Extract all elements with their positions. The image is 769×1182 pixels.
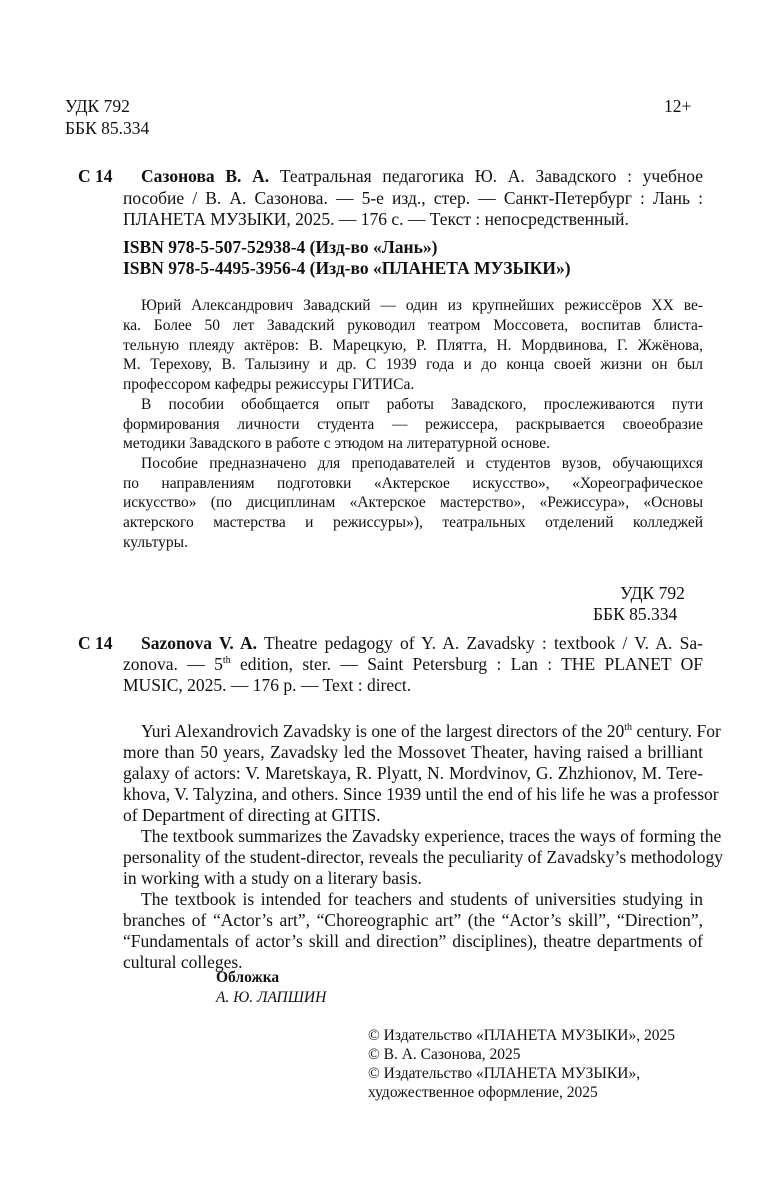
en-biblio-sup: th: [222, 655, 231, 666]
ru-biblio-line-2: пособие / В. А. Сазонова. — 5-е изд., стер. — Санкт-Петербург : Лань :: [123, 188, 703, 208]
ru-abstract-line: методики Завадского в работе с этюдом на литературной основе.: [123, 435, 551, 452]
ru-author-code: С 14: [78, 166, 113, 186]
ru-biblio-line-1: [141, 166, 703, 186]
ru-isbn-2: ISBN 978-5-4495-3956-4 (Изд-во «ПЛАНЕТА МУЗЫКИ»): [123, 258, 571, 278]
en-abstract-line: “Fundamentals of actor’s skill and direction” disciplines), theatre departments of: [123, 931, 703, 951]
en-abstract-line: more than 50 years, Zavadsky led the Mossovet Theater, having raised a brilliant: [123, 742, 703, 762]
copyright-line: © В. А. Сазонова, 2025: [368, 1046, 521, 1063]
en-author-code: С 14: [78, 633, 113, 653]
en-biblio-line-2: [123, 654, 703, 674]
ru-abstract-line: Пособие предназначено для преподавателей и студентов вузов, обучающихся: [141, 455, 703, 472]
en-abstract-line: [141, 721, 721, 741]
en-abstract-line: khova, V. Talyzina, and others. Since 1939 until the end of his life he was a professor: [123, 784, 719, 804]
bbk-code: ББК 85.334: [65, 118, 150, 138]
ru-biblio-line-3: ПЛАНЕТА МУЗЫКИ, 2025. — 176 с. — Текст : непосредственный.: [123, 209, 629, 229]
en-abstract-text: Yuri Alexandrovich Zavadsky is one of the largest directors of the 20: [141, 721, 625, 741]
cover-label: Обложка: [216, 969, 280, 986]
ru-author-name: Сазонова В. А.: [141, 166, 270, 186]
en-abstract-line: The textbook is intended for teachers and students of universities studying in: [141, 889, 703, 909]
en-biblio-line-3: MUSIC, 2025. — 176 p. — Text : direct.: [123, 675, 412, 695]
age-rating: 12+: [664, 96, 692, 116]
en-abstract-line: cultural colleges.: [123, 952, 243, 972]
ru-abstract-line: актерского мастерства и режиссуры»), театральных отделений колледжей: [123, 514, 703, 531]
ru-abstract-line: культуры.: [123, 534, 188, 551]
en-udk-code: УДК 792: [620, 583, 685, 603]
ru-abstract-line: по направлениям подготовки «Актерское искусство», «Хореографическое: [123, 475, 703, 492]
ru-abstract-line: М. Терехову, В. Талызину и др. С 1939 года и до конца своей жизни он был: [123, 356, 703, 373]
copyright-line: © Издательство «ПЛАНЕТА МУЗЫКИ», 2025: [368, 1027, 675, 1044]
udk-code: УДК 792: [65, 96, 130, 116]
ru-title: Театральная педагогика Ю. А. Завадского : учебное: [269, 166, 703, 186]
en-biblio-text: edition, ster. — Saint Petersburg : Lan : THE PLANET OF: [230, 654, 703, 674]
ru-abstract-line: формирования личности студента — режиссера, раскрывается своеобразие: [123, 416, 703, 433]
en-abstract-line: galaxy of actors: V. Maretskaya, R. Plyatt, N. Mordvinov, G. Zhzhionov, M. Tere-: [123, 763, 703, 783]
en-biblio-text: zonova. — 5: [123, 654, 223, 674]
ru-abstract-line: Юрий Александрович Завадский — один из крупнейших режиссёров XX ве-: [141, 297, 703, 314]
copyright-line: © Издательство «ПЛАНЕТА МУЗЫКИ»,: [368, 1065, 641, 1082]
en-author-name: Sazonova V. A.: [141, 633, 258, 653]
en-title: Theatre pedagogy of Y. A. Zavadsky : textbook / V. A. Sa-: [257, 633, 703, 653]
en-abstract-line: of Department of directing at GITIS.: [123, 805, 381, 825]
ru-abstract-line: искусство» (по дисциплинам «Актерское мастерство», «Режиссура», «Основы: [123, 494, 703, 511]
en-bbk-code: ББК 85.334: [593, 604, 678, 624]
en-biblio-line-1: [141, 633, 703, 653]
ru-abstract-line: тельную плеяду актёров: В. Марецкую, Р. Плятта, Н. Мордвинова, Г. Жжёнова,: [123, 337, 703, 354]
en-abstract-sup: th: [624, 722, 633, 733]
cover-artist: А. Ю. ЛАПШИН: [216, 989, 327, 1006]
ru-abstract-line: В пособии обобщается опыт работы Завадского, прослеживаются пути: [141, 396, 703, 413]
ru-abstract-line: профессором кафедры режиссуры ГИТИСа.: [123, 376, 415, 393]
ru-abstract-line: ка. Более 50 лет Завадский руководил театром Моссовета, воспитав блиста-: [123, 317, 703, 334]
copyright-line: художественное оформление, 2025: [368, 1084, 598, 1101]
en-abstract-line: in working with a study on a literary basis.: [123, 868, 422, 888]
en-abstract-text: century. For: [632, 721, 721, 741]
ru-isbn-1: ISBN 978-5-507-52938-4 (Изд-во «Лань»): [123, 237, 438, 257]
en-abstract-line: branches of “Actor’s art”, “Choreographic art” (the “Actor’s skill”, “Direction”,: [123, 910, 703, 930]
en-abstract-line: The textbook summarizes the Zavadsky experience, traces the ways of forming the: [141, 826, 722, 846]
en-abstract-line: personality of the student-director, reveals the peculiarity of Zavadsky’s methodology: [123, 847, 723, 867]
